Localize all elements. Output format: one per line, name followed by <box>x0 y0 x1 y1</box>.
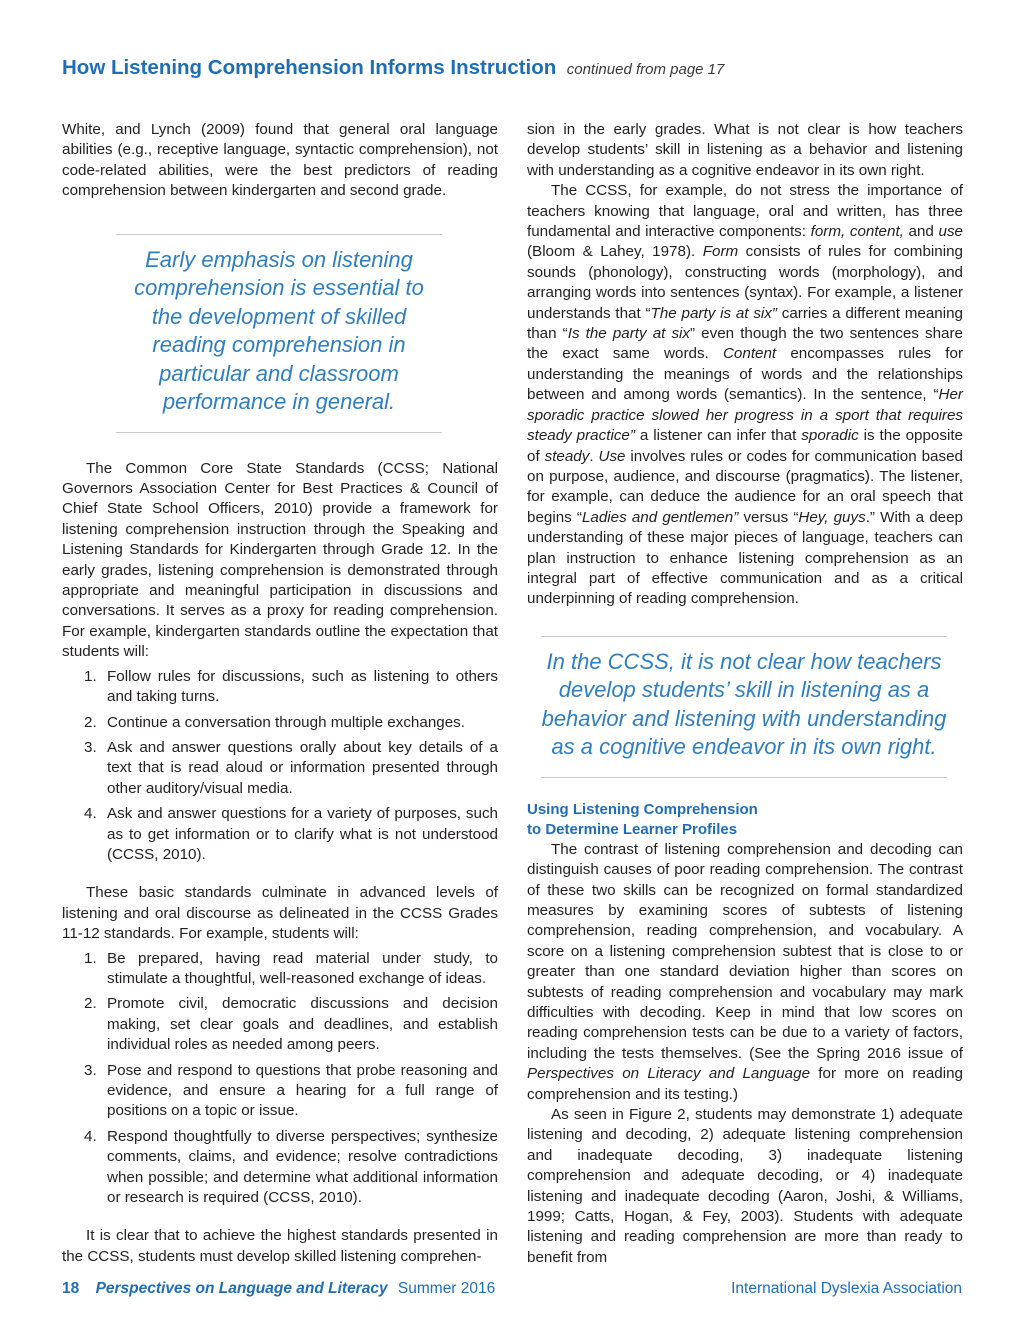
list-item: 1. Follow rules for discussions, such as listening to others and taking turns. <box>84 667 498 706</box>
kindergarten-standards-list <box>62 667 498 866</box>
list-item: 3. Ask and answer questions orally about key details of a text that is read aloud or information presented through other auditory/visual media. <box>84 738 498 797</box>
right-column <box>527 120 963 1268</box>
grade-11-12-standards-list <box>62 949 498 1209</box>
right-paragraph-4: As seen in Figure 2, students may demonstrate 1) adequate listening and decoding, 2) adequate listening comprehension and inadequate decoding, 3) inadequate listening comprehension and adequate decoding, or 4) inadequate listening and inadequate decoding (Aaron, Joshi, & Williams, 1999; Catts, Hogan, & Fey, 2003). Students with adequate listening and reading comprehension are more than ready to benefit from <box>527 1106 963 1266</box>
list-item: 4. Respond thoughtfully to diverse perspectives; synthesize comments, claims, and evidence; resolve contradictions when possible; and determine what additional information or research is required (CCSS, 2010). <box>84 1127 498 1207</box>
list-item: 3. Pose and respond to questions that probe reasoning and evidence, and ensure a hearing for a full range of positions on a topic or issue. <box>84 1061 498 1120</box>
right-paragraph-2: The CCSS, for example, do not stress the importance of teachers knowing that language, oral and written, has three fundamental and interactive components: form, content, and use (Bloom & Lahey, 1978). Form consists of rules for combining sounds (phonology), constructing words (morphology), and arranging words into sentences (syntax). For example, a listener understands that “The party is at six” carries a different meaning than “Is the party at six” even though the two sentences share the exact same words. Content encompasses rules for understanding the meanings of words and the relationships between and among words (semantics). In the sentence, “Her sporadic practice slowed her progress in a sport that requires steady practice” a listener can infer that sporadic is the opposite of steady. Use involves rules or codes for communication based on purpose, audience, and discourse (pragmatics). The listener, for example, can deduce the audience for an oral speech that begins “Ladies and gentlemen” versus “Hey, guys.” With a deep understanding of these major pieces of language, teachers can plan instruction to enhance listening comprehension as an integral part of effective communication and as a critical underpinning of reading comprehension. <box>527 182 964 608</box>
publisher-name: International Dyslexia Association <box>731 1280 962 1297</box>
right-paragraph-1: sion in the early grades. What is not clear is how teachers develop students’ skill in listening as a behavior and listening with understanding as a cognitive endeavor in its own right. <box>527 121 963 179</box>
page-number: 18 <box>62 1280 80 1297</box>
article-title: How Listening Comprehension Informs Instruction <box>62 56 557 79</box>
left-paragraph-1: White, and Lynch (2009) found that general oral language abilities (e.g., receptive language, syntactic comprehension), not code-related abilities, were the best predictors of reading comprehension between kindergarten and second grade. <box>62 121 498 200</box>
page-footer <box>62 1280 962 1304</box>
pull-quote-right: In the CCSS, it is not clear how teachers develop students’ skill in listening as a behavior and listening with understanding as a cognitive endeavor in its own right. <box>541 636 947 778</box>
list-item: 4. Ask and answer questions for a variety of purposes, such as to get information or to clarify what is not understood (CCSS, 2010). <box>84 805 498 863</box>
journal-title: Perspectives on Language and Literacy <box>95 1280 388 1297</box>
page-header <box>62 56 724 80</box>
list-item: 2. Continue a conversation through multiple exchanges. <box>84 713 465 731</box>
pull-quote-left: Early emphasis on listening comprehension is essential to the development of skilled reading comprehension in particular and classroom performance in general. <box>116 234 442 433</box>
list-item: 1. Be prepared, having read material under study, to stimulate a thoughtful, well-reasoned exchange of ideas. <box>84 949 498 987</box>
continued-note: continued from page 17 <box>566 61 725 78</box>
right-paragraph-3: The contrast of listening comprehension and decoding can distinguish causes of poor reading comprehension. The contrast of these two skills can be recognized on formal standardized measures by examining scores of subtests of listening comprehension, reading comprehension, and vocabulary. A score on a listening comprehension subtest that is close to or greater than one standard deviation higher than scores on subtests of reading comprehension and vocabulary may mark difficulties with decoding. Keep in mind that low scores on reading comprehension tests can be due to a variety of factors, including the tests themselves. (See the Spring 2016 issue of Perspectives on Literacy and Language for more on reading comprehension and its testing.) <box>527 840 963 1103</box>
left-paragraph-3: These basic standards culminate in advanced levels of listening and oral discourse as delineated in the CCSS Grades 11-12 standards. For example, students will: <box>62 884 498 943</box>
left-column <box>62 120 498 1267</box>
list-item: 2. Promote civil, democratic discussions and decision making, set clear goals and deadlines, and establish individual roles as needed among peers. <box>84 995 498 1054</box>
left-paragraph-4: It is clear that to achieve the highest standards presented in the CCSS, students must develop skilled listening comprehen- <box>62 1227 498 1265</box>
section-heading: Using Listening Comprehension to Determine Learner Profiles <box>527 800 758 838</box>
left-paragraph-2: The Common Core State Standards (CCSS; National Governors Association Center for Best Practices & Council of Chief State School Officers, 2010) provide a framework for listening comprehension instruction through the Speaking and Listening Standards for Kindergarten through Grade 12. In the early grades, listening comprehension is demonstrated through appropriate and meaningful participation in discussions and conversations. It serves as a proxy for reading comprehension. For example, kindergarten standards outline the expectation that students will: <box>62 459 498 661</box>
journal-issue: Summer 2016 <box>397 1280 496 1297</box>
